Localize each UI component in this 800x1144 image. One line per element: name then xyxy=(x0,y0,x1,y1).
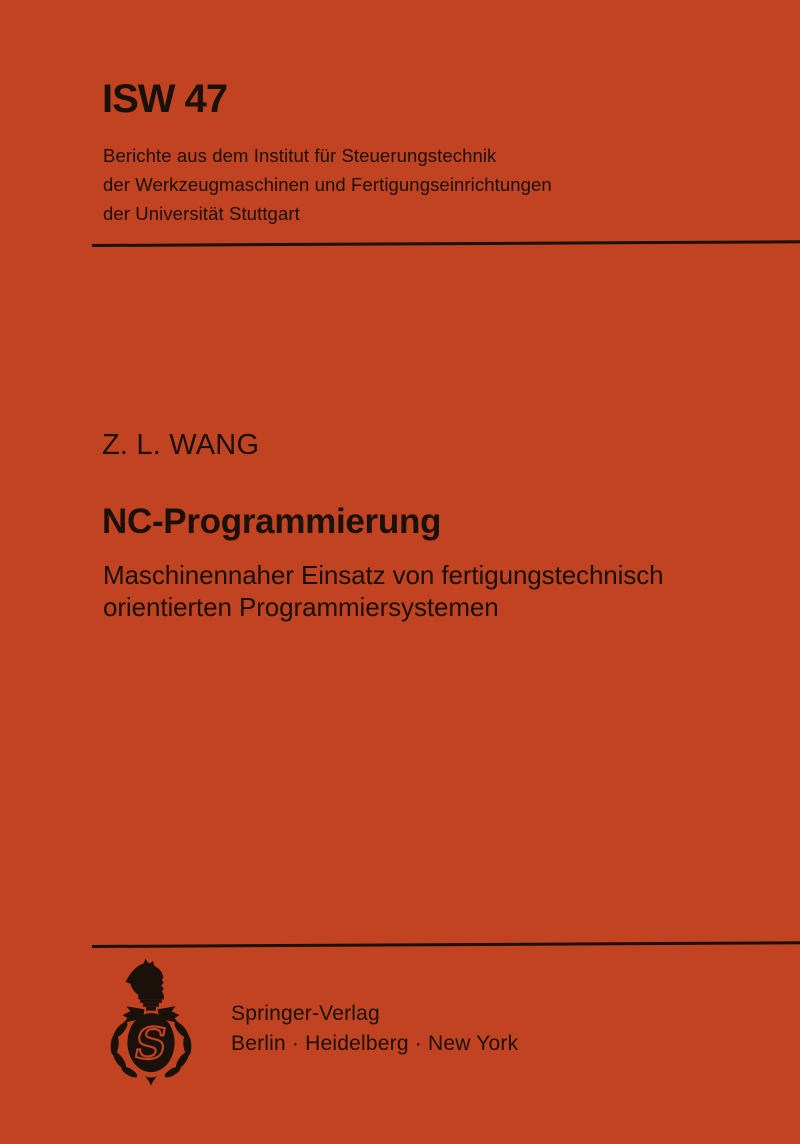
subtitle-line-2: orientierten Programmiersystemen xyxy=(103,592,499,622)
publisher-cities: Berlin · Heidelberg · New York xyxy=(231,1032,519,1055)
publisher-name: Springer-Verlag xyxy=(231,1002,380,1025)
publisher-block xyxy=(231,999,518,1059)
institute-line-3: der Universität Stuttgart xyxy=(103,203,300,224)
author-name: Z. L. WANG xyxy=(102,429,260,461)
book-subtitle xyxy=(103,559,664,623)
divider-rule-bottom xyxy=(92,941,800,948)
institute-name xyxy=(103,141,552,228)
divider-rule-top xyxy=(92,240,800,247)
knight-icon xyxy=(125,959,163,1000)
subtitle-line-1: Maschinennaher Einsatz von fertigungstechnisch xyxy=(103,560,664,590)
book-title: NC-Programmierung xyxy=(102,502,442,541)
springer-monogram: S xyxy=(135,1018,167,1070)
series-code: ISW 47 xyxy=(102,77,228,121)
institute-line-1: Berichte aus dem Institut für Steuerungstechnik xyxy=(103,145,497,166)
institute-line-2: der Werkzeugmaschinen und Fertigungseinrichtungen xyxy=(103,174,552,195)
springer-knight-shield-icon xyxy=(97,956,205,1088)
